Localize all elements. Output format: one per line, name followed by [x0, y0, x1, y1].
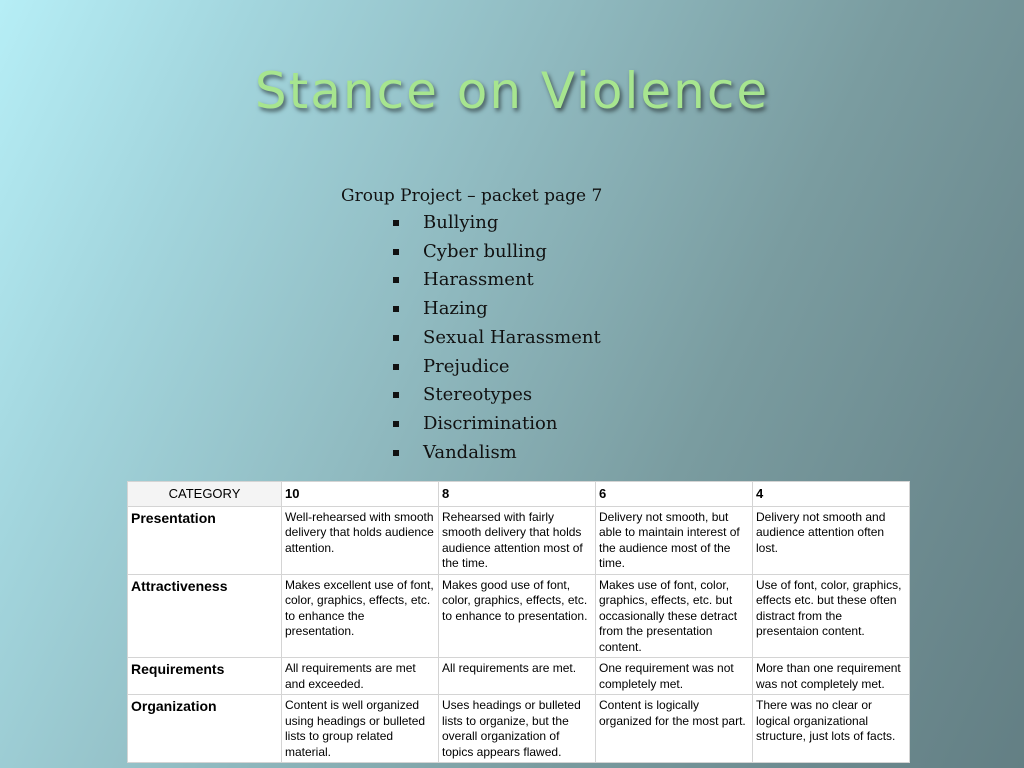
table-cell: Content is well organized using headings or bulleted lists to group related material.	[282, 695, 439, 763]
slide-content	[341, 183, 761, 467]
row-category: Presentation	[128, 506, 282, 574]
table-cell: More than one requirement was not completely met.	[753, 658, 910, 695]
table-cell: There was no clear or logical organizational structure, just lots of facts.	[753, 695, 910, 763]
square-bullet-icon	[393, 277, 399, 283]
table-cell: Delivery not smooth and audience attention often lost.	[753, 506, 910, 574]
table-cell: All requirements are met and exceeded.	[282, 658, 439, 695]
row-category: Requirements	[128, 658, 282, 695]
list-item	[341, 410, 761, 439]
square-bullet-icon	[393, 220, 399, 226]
square-bullet-icon	[393, 249, 399, 255]
topic-list	[341, 209, 761, 467]
table-cell: Content is logically organized for the most part.	[596, 695, 753, 763]
table-cell: Makes good use of font, color, graphics, effects, etc. to enhance to presentation.	[439, 574, 596, 658]
table-row	[128, 658, 910, 695]
list-item-label: Stereotypes	[423, 384, 533, 406]
slide-title: Stance on Violence	[254, 62, 770, 120]
column-header-score: 8	[439, 482, 596, 507]
list-item-label: Bullying	[423, 212, 499, 233]
list-item	[341, 353, 761, 382]
rubric-table	[127, 481, 910, 763]
square-bullet-icon	[393, 335, 399, 341]
list-item	[341, 209, 761, 238]
table-cell: Use of font, color, graphics, effects etc. but these often distract from the presentaion content.	[753, 574, 910, 658]
table-cell: Well-rehearsed with smooth delivery that holds audience attention.	[282, 506, 439, 574]
list-item	[341, 439, 761, 468]
list-item-label: Prejudice	[423, 355, 510, 377]
row-category: Organization	[128, 695, 282, 763]
list-item	[341, 295, 761, 324]
table-row	[128, 695, 910, 763]
table-row	[128, 574, 910, 658]
table-row	[128, 506, 910, 574]
column-header-score: 10	[282, 482, 439, 507]
table-cell: All requirements are met.	[439, 658, 596, 695]
square-bullet-icon	[393, 392, 399, 398]
table-header-row	[128, 482, 910, 507]
table-cell: Makes excellent use of font, color, graphics, effects, etc. to enhance the presentation.	[282, 574, 439, 658]
column-header-category: CATEGORY	[128, 482, 282, 507]
list-item	[341, 238, 761, 267]
subtitle: Group Project – packet page 7	[341, 186, 603, 206]
list-item	[341, 381, 761, 410]
list-item-label: Discrimination	[423, 412, 558, 434]
list-item	[341, 324, 761, 353]
table-cell: Makes use of font, color, graphics, effects, etc. but occasionally these detract from the presentation content.	[596, 574, 753, 658]
row-category: Attractiveness	[128, 574, 282, 658]
list-item-label: Sexual Harassment	[423, 326, 601, 348]
square-bullet-icon	[393, 421, 399, 427]
table-cell: Rehearsed with fairly smooth delivery that holds audience attention most of the time.	[439, 506, 596, 574]
list-item-label: Cyber bulling	[423, 240, 547, 262]
list-item-label: Harassment	[423, 269, 534, 291]
square-bullet-icon	[393, 306, 399, 312]
column-header-score: 6	[596, 482, 753, 507]
list-item	[341, 266, 761, 295]
list-item-label: Vandalism	[423, 441, 517, 463]
square-bullet-icon	[393, 450, 399, 456]
table-cell: Delivery not smooth, but able to maintain interest of the audience most of the time.	[596, 506, 753, 574]
table-cell: Uses headings or bulleted lists to organize, but the overall organization of topics appears flawed.	[439, 695, 596, 763]
table-cell: One requirement was not completely met.	[596, 658, 753, 695]
column-header-score: 4	[753, 482, 910, 507]
square-bullet-icon	[393, 364, 399, 370]
list-item-label: Hazing	[423, 298, 488, 320]
